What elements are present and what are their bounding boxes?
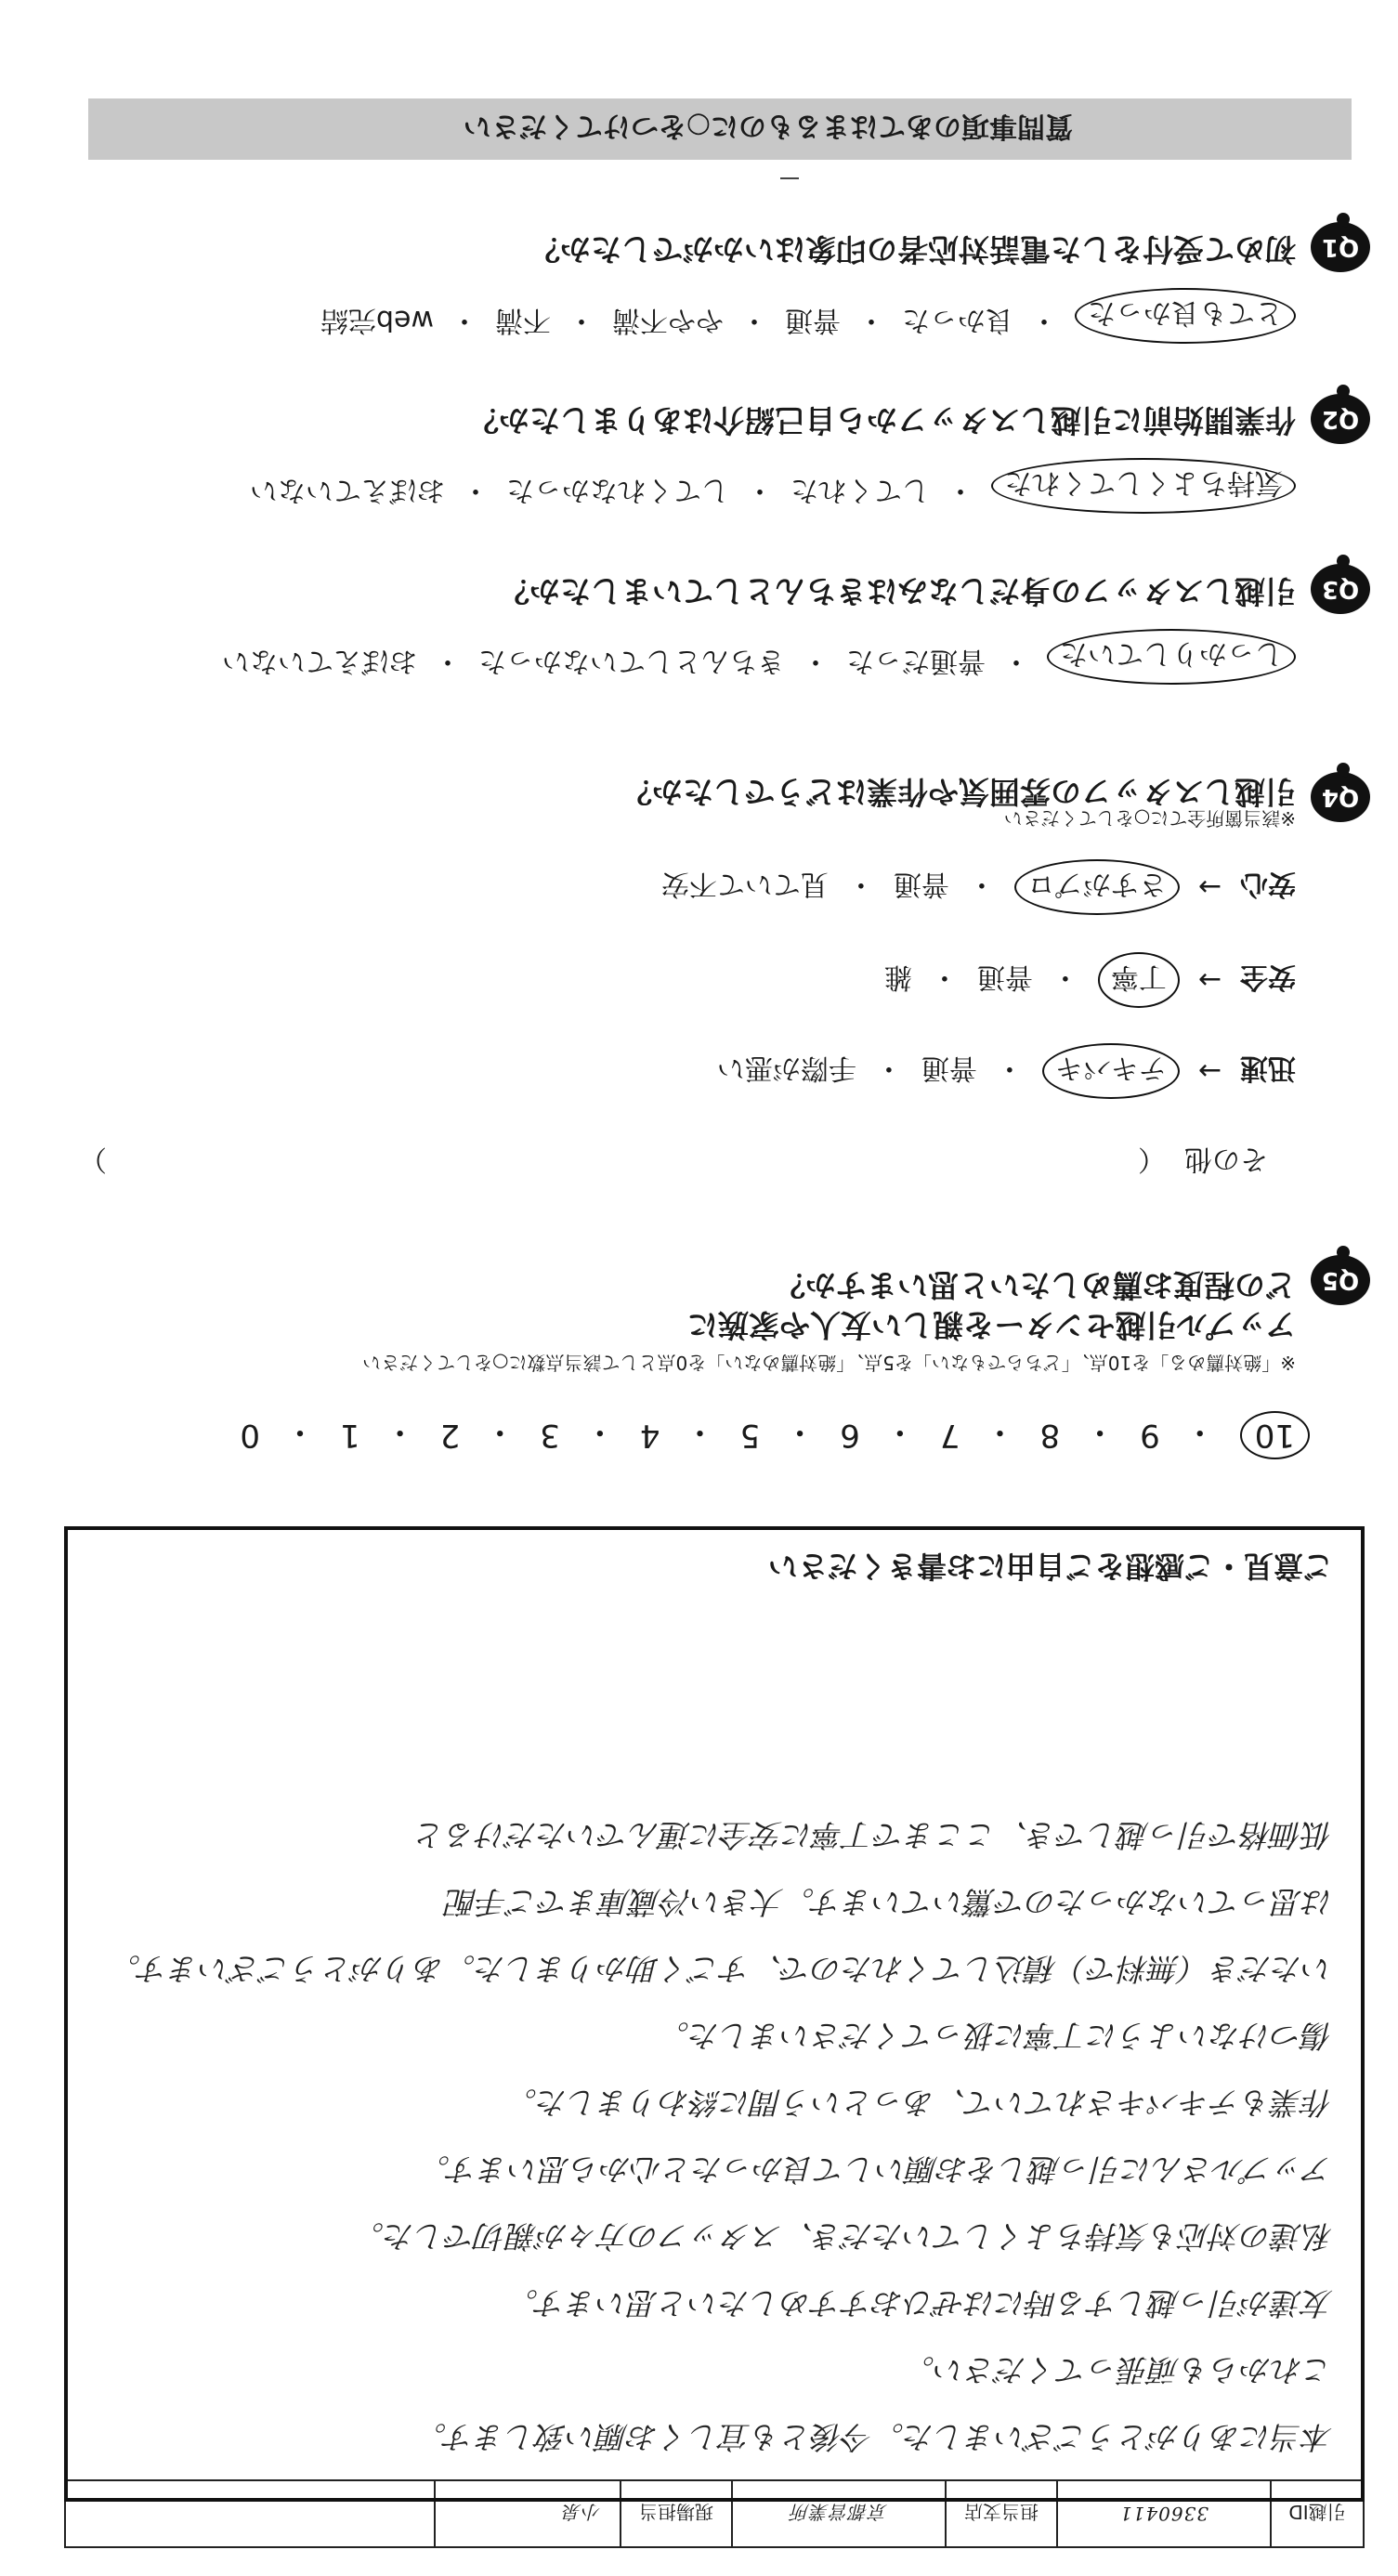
q3-option-selected[interactable]: しっかりしていた [1047, 629, 1296, 685]
q5-score[interactable]: 8 [1039, 1417, 1061, 1454]
q5-score-selected[interactable]: 10 [1240, 1411, 1310, 1459]
q1-text: 初めて受付をした電話対応者の印象はいかがでしたか？ [529, 231, 1296, 268]
id-value: 3360411 [1056, 2481, 1270, 2546]
q4-row-option[interactable]: 普通 [976, 961, 1033, 993]
q4-other-open: （ [1138, 1143, 1166, 1175]
q1-badge: Q1 [1311, 222, 1370, 272]
q5-score[interactable]: 5 [739, 1417, 761, 1454]
q4-row-option[interactable]: 見ていて不安 [660, 868, 829, 900]
q5-note: ※「絶対薦める」を10点、「どちらでもない」を5点、「絶対薦めない」を0点として該当点数に○をしてください [362, 1352, 1296, 1374]
comment-line: 低価格で引っ越しでき、ここまで丁寧に安全に運んでいただけると [414, 1817, 1333, 1853]
q5-score[interactable]: 1 [339, 1417, 360, 1454]
q4-row-option[interactable]: 普通 [893, 868, 949, 900]
staff-value: 小泉 [434, 2481, 620, 2546]
comment-line: 私達の対応も気持ちよくしていただき、スタッフの方々が親切でした。 [353, 2218, 1333, 2255]
q5-score[interactable]: 6 [840, 1417, 860, 1454]
q3-badge: Q3 [1311, 564, 1370, 614]
q5-text [687, 1264, 1296, 1344]
q2-option[interactable]: おぼえていない [250, 474, 445, 506]
comment-line: 友達が引っ越しする時にはぜひおすすめしたいと思います。 [507, 2285, 1333, 2321]
q3-option[interactable]: 普通だった [846, 645, 986, 677]
q4-row-option-selected[interactable]: テキパキ [1042, 1043, 1180, 1099]
q4-badge: Q4 [1311, 772, 1370, 822]
q3-text: 引越しスタッフの身だしなみはきちんとしていましたか？ [499, 573, 1296, 609]
q4-row-option[interactable]: 雑 [883, 961, 912, 993]
q4-other-label: その他 [1184, 1143, 1268, 1175]
comment-handwriting [96, 1604, 1333, 2470]
q4-row-anzen: 安全 → 丁寧 ・ 普通 ・ 雑 [884, 952, 1296, 1008]
q4-other-close: ） [79, 1143, 107, 1175]
q4-row-label: 安全 [1240, 961, 1296, 993]
q4-row-jinsoku: 迅速 → テキパキ ・ 普通 ・ 手際が悪い [717, 1043, 1296, 1099]
q1-option-selected[interactable]: とても良かった [1075, 288, 1296, 344]
q2-badge: Q2 [1311, 394, 1370, 444]
comment-line: アップルさんに引っ越しをお願いして良かったと心から思います。 [419, 2151, 1333, 2188]
arrow-icon: → [1197, 963, 1222, 997]
q4-note: ※該当箇所全てに○をしてください [1003, 807, 1296, 830]
comment-heading: ご意見・ご感想をご自由にお書きください [767, 1549, 1333, 1584]
arrow-icon: → [1197, 870, 1222, 904]
instruction-band: 質問事項のあてはまるものに○をつけてください [88, 98, 1352, 160]
q1-option[interactable]: やや不満 [612, 304, 724, 336]
q3-option[interactable]: おぼえていない [222, 645, 417, 677]
comment-line: 傷つけないように丁寧に扱ってくださいました。 [659, 2018, 1333, 2054]
q2-option[interactable]: してくれなかった [506, 474, 729, 506]
q1-option[interactable]: 不満 [495, 304, 551, 336]
q1-option[interactable]: 普通 [785, 304, 841, 336]
q5-scale: 10 ・ 9 ・ 8 ・ 7 ・ 6 ・ 5 ・ 4 ・ 3 ・ 2 ・ 1 ・ 0 [240, 1411, 1310, 1459]
q5-line2: どの程度お薦めしたいと思いますか？ [775, 1267, 1296, 1304]
branch-value: 京都営業所 [731, 2481, 945, 2546]
q2-text: 作業開始前に引越しスタッフから自己紹介はありましたか？ [468, 402, 1296, 438]
q4-row-anshin: 安心 → さすがプロ ・ 普通 ・ 見ていて不安 [661, 859, 1296, 915]
q4-row-option-selected[interactable]: さすがプロ [1014, 859, 1180, 915]
staff-label: 現場担当 [620, 2481, 731, 2546]
q1-option[interactable]: 良かった [902, 304, 1013, 336]
comment-line: は思っていなかったので驚いています。大きい冷蔵庫までご手配 [446, 1884, 1333, 1920]
q3-options: しっかりしていた ・ 普通だった ・ きちんとしていなかった ・ おぼえていない [222, 629, 1296, 685]
comment-line: 作業もテキパキされていて、あっという間に終わりました。 [505, 2085, 1333, 2121]
q4-row-option[interactable]: 普通 [921, 1052, 977, 1084]
q1-options: とても良かった ・ 良かった ・ 普通 ・ やや不満 ・ 不満 ・ web完結 [320, 288, 1296, 344]
q4-text: 引越しスタッフの雰囲気や作業はどうでしたか？ [621, 774, 1296, 810]
q2-option-selected[interactable]: 気持ちよくしてくれた [991, 458, 1296, 514]
branch-label: 担当支店 [945, 2481, 1056, 2546]
q5-score[interactable]: 0 [240, 1417, 260, 1454]
q5-score[interactable]: 3 [540, 1417, 560, 1454]
comment-line: いただき（無料で）積込してくれたので、すごく助かりました。ありがとうございます。 [110, 1951, 1333, 1987]
q4-row-option[interactable]: 手際が悪い [716, 1052, 856, 1084]
q5-line1: アップル引越センターを親しい友人や家族に [686, 1307, 1296, 1343]
q5-score[interactable]: 9 [1140, 1417, 1160, 1454]
q5-badge: Q5 [1311, 1255, 1370, 1305]
q5-score[interactable]: 7 [939, 1417, 960, 1454]
q4-other [79, 1142, 1268, 1183]
q4-row-option-selected[interactable]: 丁寧 [1098, 952, 1180, 1008]
q1-option[interactable]: web完結 [320, 304, 434, 336]
comment-line: これからも頑張ってください。 [904, 2352, 1333, 2388]
q5-score[interactable]: 4 [639, 1417, 660, 1454]
q4-row-label: 迅速 [1240, 1052, 1296, 1084]
id-label: 引越ID [1270, 2481, 1363, 2546]
q5-score[interactable]: 2 [439, 1417, 461, 1454]
q4-row-label: 安心 [1240, 868, 1296, 900]
q3-option[interactable]: きちんとしていなかった [478, 645, 785, 677]
comment-line: 本当にありがとうございました。今後とも宜しくお願い致します。 [415, 2419, 1333, 2455]
arrow-icon: → [1197, 1054, 1222, 1088]
comment-box[interactable] [64, 1526, 1365, 2502]
divider [780, 177, 799, 179]
q2-option[interactable]: してくれた [790, 474, 930, 506]
q2-options: 気持ちよくしてくれた ・ してくれた ・ してくれなかった ・ おぼえていない [250, 458, 1296, 514]
